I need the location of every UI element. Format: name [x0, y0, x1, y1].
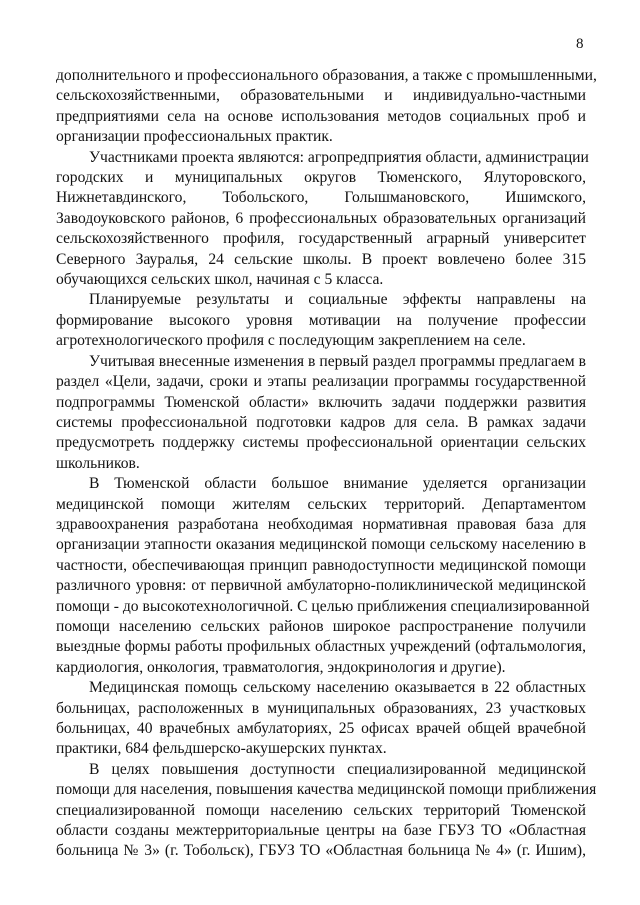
text-line: системы профессиональной подготовки кадров для села. В рамках задачи: [56, 413, 586, 431]
text-line: подпрограммы Тюменской области» включить задачи поддержки развития: [56, 393, 586, 411]
text-line: дополнительного и профессионального образования, а также с промышленными,: [56, 67, 597, 84]
text-line: больницах, 40 врачебных амбулаториях, 25 офисах врачей общей врачебной: [56, 720, 586, 737]
text-line: обучающихся сельских школ, начиная с 5 класса.: [56, 271, 384, 289]
body-text: [56, 66, 597, 862]
text-line: помощи для населения, повышения качества медицинской помощи приближения: [56, 781, 597, 799]
text-line: кардиология, онкология, травматология, эндокринология и другие).: [56, 658, 506, 676]
paragraph: [56, 66, 597, 148]
text-line: организации этапности оказания медицинской помощи сельскому населению в: [56, 536, 586, 554]
text-line: помощи населению сельских районов широкое распространение получили: [56, 617, 586, 635]
text-line: области созданы межтерриториальные центры на базе ГБУЗ ТО «Областная: [56, 822, 586, 840]
page-number: 8: [576, 36, 584, 52]
text-line: В Тюменской области большое внимание уделяется организации: [89, 475, 586, 493]
paragraph: [56, 290, 586, 351]
paragraph: [56, 760, 597, 862]
text-line: частности, обеспечивающая принцип равнодоступности медицинской помощи: [56, 556, 586, 574]
text-line: организации профессиональных практик.: [56, 128, 333, 146]
text-line: предусмотреть поддержку системы профессиональной ориентации сельских: [56, 434, 586, 452]
text-line: В целях повышения доступности специализированной медицинской: [89, 760, 586, 778]
text-line: помощи - до высокотехнологичной. С целью приближения специализированной: [56, 597, 590, 615]
text-line: Медицинская помощь сельскому населению оказывается в 22 областных: [89, 679, 586, 697]
text-line: Участниками проекта являются: агропредприятия области, администрации: [89, 148, 589, 166]
paragraph: [56, 148, 589, 291]
text-line: больница № 3» (г. Тобольск), ГБУЗ ТО «Областная больница № 4» (г. Ишим),: [56, 842, 586, 860]
text-line: Планируемые результаты и социальные эффекты направлены на: [89, 291, 586, 309]
text-line: формирование высокого уровня мотивации на получение профессии: [56, 311, 586, 329]
text-line: агротехнологического профиля с последующим закреплением на селе.: [56, 332, 526, 350]
paragraph: [56, 474, 590, 678]
text-line: Северного Зауралья, 24 сельские школы. В проект вовлечено более 315: [56, 250, 586, 268]
text-line: Нижнетавдинского, Тобольского, Голышмановского, Ишимского,: [56, 189, 586, 207]
paragraph: [56, 678, 586, 760]
text-line: здравоохранения разработана необходимая нормативная правовая база для: [56, 515, 586, 533]
text-line: школьников.: [56, 454, 140, 472]
text-line: практики, 684 фельдшерско-акушерских пунктах.: [56, 740, 387, 758]
paragraph: [56, 352, 586, 474]
text-line: раздел «Цели, задачи, сроки и этапы реализации программы государственной: [56, 373, 586, 391]
text-line: специализированной помощи населению сельских территорий Тюменской: [56, 801, 586, 819]
text-line: Заводоуковского районов, 6 профессиональных образовательных организаций: [56, 209, 586, 227]
text-line: городских и муниципальных округов Тюменского, Ялуторовского,: [56, 169, 586, 187]
text-line: выездные формы работы профильных областных учреждений (офтальмология,: [56, 638, 586, 656]
text-line: больницах, расположенных в муниципальных образованиях, 23 участковых: [56, 699, 586, 717]
text-line: Учитывая внесенные изменения в первый раздел программы предлагаем в: [89, 352, 586, 370]
text-line: сельскохозяйственного профиля, государственный аграрный университет: [56, 230, 586, 248]
text-line: медицинской помощи жителям сельских территорий. Департаментом: [56, 495, 586, 513]
text-line: различного уровня: от первичной амбулаторно-поликлинической медицинской: [56, 577, 586, 595]
text-line: сельскохозяйственными, образовательными и индивидуально-частными: [56, 87, 586, 105]
text-line: предприятиями села на основе использования методов социальных проб и: [56, 107, 586, 125]
